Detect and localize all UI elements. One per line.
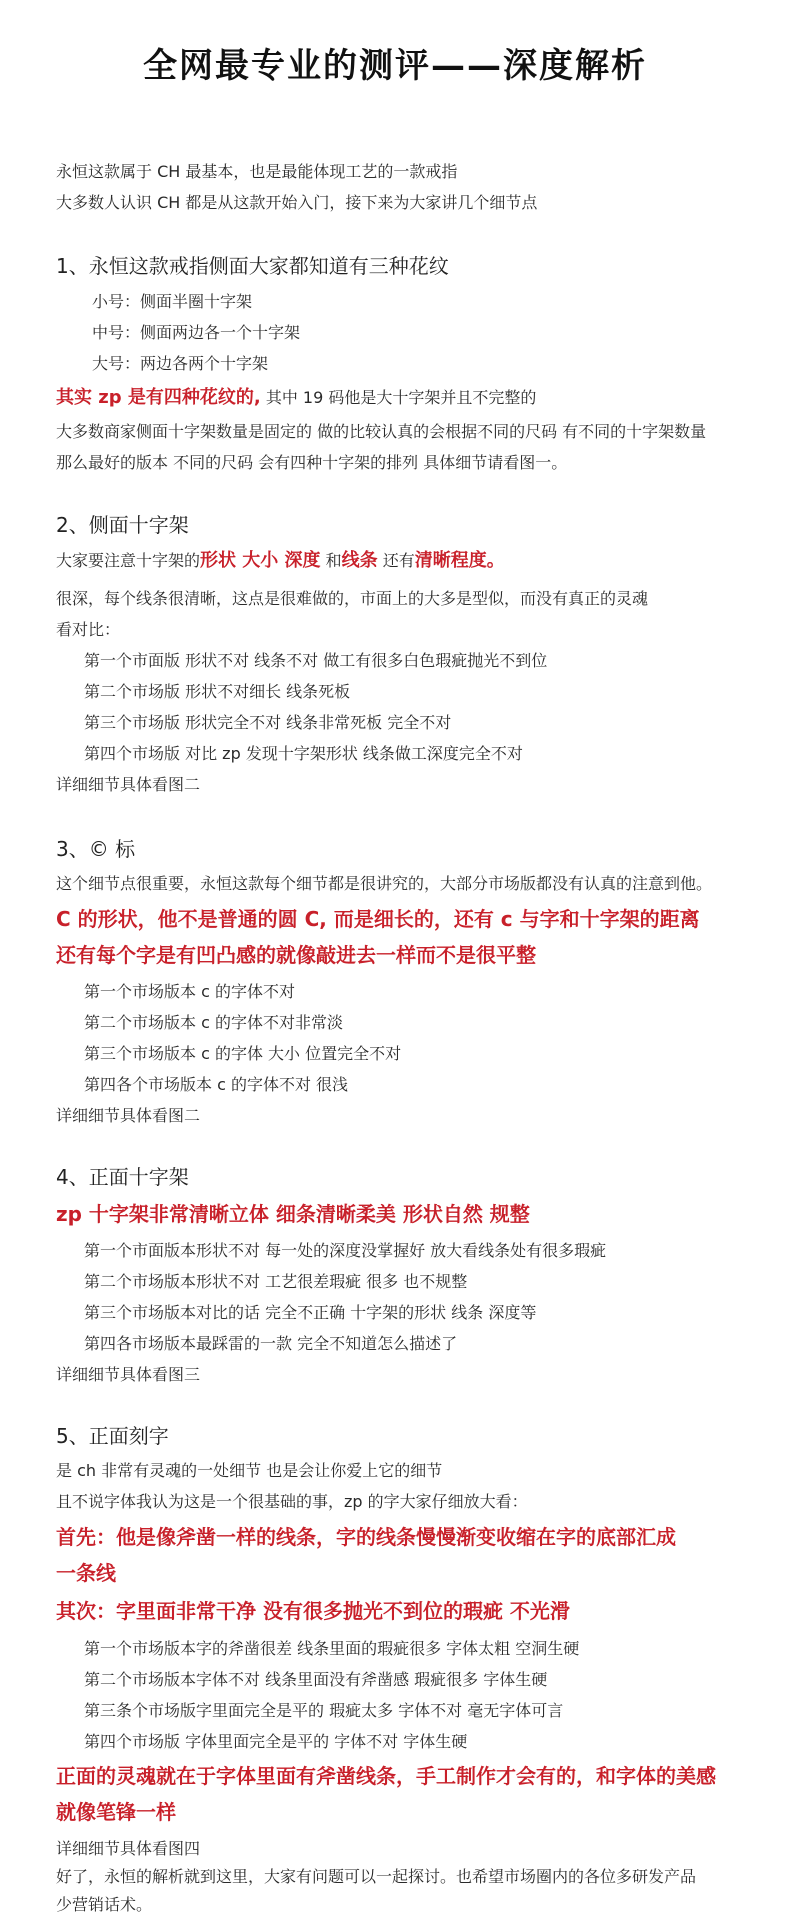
s2-line-1-a: 大家要注意十字架的 — [56, 551, 201, 570]
s3-emphasis-1: C 的形状，他不是普通的圆 C, 而是细长的，还有 c 与字和十字架的距离 — [56, 907, 700, 931]
closing-line-2: 少营销话术。 — [56, 1895, 153, 1914]
s1-paragraph-1: 大多数商家侧面十字架数量是固定的 做的比较认真的会根据不同的尺码 有不同的十字架数量 — [56, 422, 707, 441]
s5-item-2: 第二个市场版本字体不对 线条里面没有斧凿感 瑕疵很多 字体生硬 — [84, 1670, 548, 1689]
s5-emphasis-2: 一条线 — [56, 1561, 116, 1585]
section-3-heading: 3、© 标 — [56, 837, 136, 861]
s1-paragraph-2: 那么最好的版本 不同的尺码 会有四种十字架的排列 具体细节请看图一。 — [56, 453, 568, 472]
closing-line-1: 好了，永恒的解析就到这里，大家有问题可以一起探讨。也希望市场圈内的各位多研发产品 — [56, 1867, 697, 1886]
section-5-heading: 5、正面刻字 — [56, 1424, 169, 1448]
s4-item-2: 第二个市场版本形状不对 工艺很差瑕疵 很多 也不规整 — [84, 1272, 468, 1291]
page-title: 全网最专业的测评——深度解析 — [143, 46, 647, 86]
s3-item-2: 第二个市场版本 c 的字体不对非常淡 — [84, 1013, 343, 1032]
s2-line-1-e: 还有 — [377, 551, 415, 570]
s5-emphasis-3: 其次：字里面非常干净 没有很多抛光不到位的瑕疵 不光滑 — [56, 1599, 570, 1623]
s5-emphasis-4: 正面的灵魂就在于字体里面有斧凿线条，手工制作才会有的，和字体的美感 — [56, 1764, 716, 1788]
s3-emphasis-2: 还有每个字是有凹凸感的就像敲进去一样而不是很平整 — [56, 943, 536, 967]
section-4-heading: 4、正面十字架 — [56, 1165, 189, 1189]
s3-item-3: 第三个市场版本 c 的字体 大小 位置完全不对 — [84, 1044, 402, 1063]
s4-item-3: 第三个市场版本对比的话 完全不正确 十字架的形状 线条 深度等 — [84, 1303, 537, 1322]
s3-item-1: 第一个市场版本 c 的字体不对 — [84, 982, 295, 1001]
s4-emphasis: zp 十字架非常清晰立体 细条清晰柔美 形状自然 规整 — [56, 1202, 530, 1226]
section-2-heading: 2、侧面十字架 — [56, 513, 189, 537]
section-1-heading: 1、永恒这款戒指侧面大家都知道有三种花纹 — [56, 254, 449, 278]
s3-footer: 详细细节具体看图二 — [56, 1106, 201, 1125]
s5-item-1: 第一个市场版本字的斧凿很差 线条里面的瑕疵很多 字体太粗 空洞生硬 — [84, 1639, 580, 1658]
intro-line-1: 永恒这款属于 CH 最基本，也是最能体现工艺的一款戒指 — [56, 162, 458, 181]
intro-line-2: 大多数人认识 CH 都是从这款开始入门，接下来为大家讲几个细节点 — [56, 193, 538, 212]
s4-item-1: 第一个市面版本形状不对 每一处的深度没掌握好 放大看线条处有很多瑕疵 — [84, 1241, 607, 1260]
s2-paragraph-2: 看对比： — [56, 620, 121, 639]
s4-footer: 详细细节具体看图三 — [56, 1365, 201, 1384]
s2-item-1: 第一个市面版 形状不对 线条不对 做工有很多白色瑕疵抛光不到位 — [84, 651, 548, 670]
s5-item-4: 第四个市场版 字体里面完全是平的 字体不对 字体生硬 — [84, 1732, 468, 1751]
s2-footer: 详细细节具体看图二 — [56, 775, 201, 794]
s2-line-1-d: 线条 — [341, 550, 378, 571]
s4-item-4: 第四各市场版本最踩雷的一款 完全不知道怎么描述了 — [84, 1334, 458, 1353]
s2-paragraph-1: 很深，每个线条很清晰，这点是很难做的，市面上的大多是型似，而没有真正的灵魂 — [56, 589, 649, 608]
s1-emphasis-line — [56, 385, 536, 411]
s2-line-1-c: 和 — [320, 551, 342, 570]
s5-item-3: 第三条个市场版字里面完全是平的 瑕疵太多 字体不对 毫无字体可言 — [84, 1701, 564, 1720]
s1-emphasis: 其实 zp 是有四种花纹的, — [56, 387, 261, 408]
s2-item-4: 第四个市场版 对比 zp 发现十字架形状 线条做工深度完全不对 — [84, 744, 523, 763]
s2-line-1 — [56, 548, 505, 574]
s3-item-4: 第四各个市场版本 c 的字体不对 很浅 — [84, 1075, 349, 1094]
s5-emphasis-5: 就像笔锋一样 — [56, 1800, 176, 1824]
s1-item-2: 中号：侧面两边各一个十字架 — [92, 323, 301, 342]
s5-footer: 详细细节具体看图四 — [56, 1839, 201, 1858]
s5-paragraph-1: 是 ch 非常有灵魂的一处细节 也是会让你爱上它的细节 — [56, 1461, 443, 1480]
s3-paragraph-1: 这个细节点很重要，永恒这款每个细节都是很讲究的，大部分市场版都没有认真的注意到他。 — [56, 874, 713, 893]
s1-item-1: 小号：侧面半圈十字架 — [92, 292, 253, 311]
s2-line-1-f: 清晰程度。 — [414, 550, 505, 571]
s2-item-2: 第二个市场版 形状不对细长 线条死板 — [84, 682, 351, 701]
s1-item-3: 大号：两边各两个十字架 — [92, 354, 269, 373]
s5-emphasis-1: 首先：他是像斧凿一样的线条，字的线条慢慢渐变收缩在字的底部汇成 — [56, 1525, 676, 1549]
s5-paragraph-2: 且不说字体我认为这是一个很基础的事，zp 的字大家仔细放大看： — [56, 1492, 528, 1511]
s2-item-3: 第三个市场版 形状完全不对 线条非常死板 完全不对 — [84, 713, 452, 732]
s1-emphasis-rest: 其中 19 码他是大十字架并且不完整的 — [265, 388, 537, 407]
s2-line-1-b: 形状 大小 深度 — [200, 550, 321, 571]
